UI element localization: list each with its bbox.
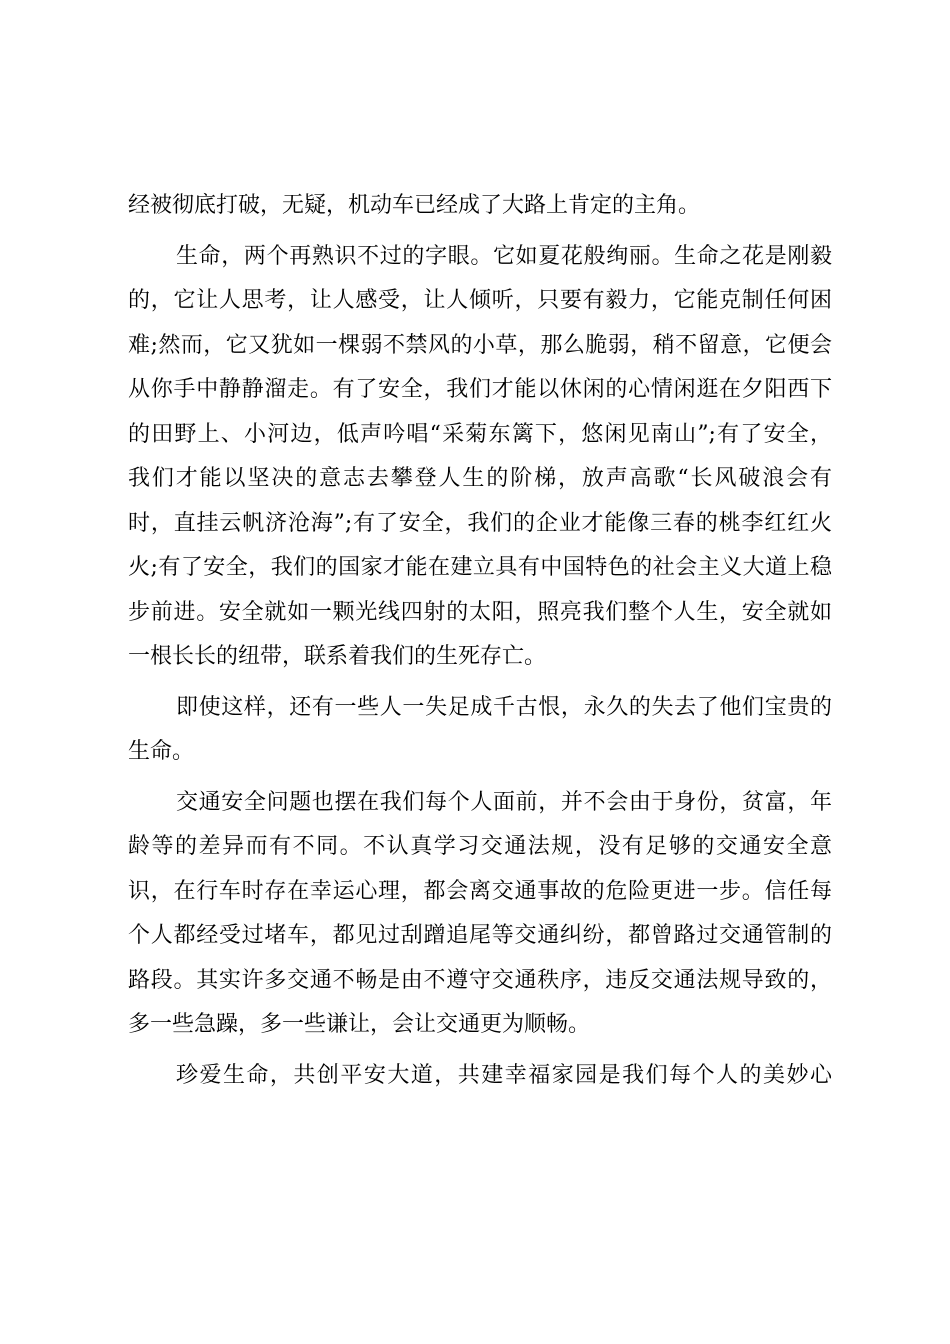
text-line: 的，它让人思考，让人感受，让人倾听，只要有毅力，它能克制任何困 — [128, 288, 832, 313]
text-line: 的田野上、小河边，低声吟唱“采菊东篱下，悠闲见南山”;有了安全， — [128, 421, 832, 447]
paragraph — [128, 1054, 832, 1099]
paragraph — [128, 781, 832, 1048]
text-line: 个人都经受过堵车，都见过刮蹭追尾等交通纠纷，都曾路过交通管制的 — [128, 923, 832, 948]
paragraph — [128, 184, 832, 229]
text-line: 从你手中静静溜走。有了安全，我们才能以休闲的心情闲逛在夕阳西下 — [128, 377, 832, 402]
text-line: 生命。 — [128, 739, 195, 764]
text-line: 交通安全问题也摆在我们每个人面前，并不会由于身份，贫富，年 — [176, 789, 832, 815]
text-line: 识，在行车时存在幸运心理，都会离交通事故的危险更进一步。信任每 — [128, 878, 832, 904]
paragraph — [128, 686, 832, 775]
text-line: 步前进。安全就如一颗光线四射的太阳，照亮我们整个人生，安全就如 — [128, 599, 832, 625]
text-line: 难;然而，它又犹如一棵弱不禁风的小草，那么脆弱，稍不留意，它便会 — [128, 332, 832, 358]
text-line: 火;有了安全，我们的国家才能在建立具有中国特色的社会主义大道上稳 — [128, 555, 832, 580]
paragraph — [128, 235, 832, 680]
text-line: 生命，两个再熟识不过的字眼。它如夏花般绚丽。生命之花是刚毅 — [176, 243, 832, 269]
text-line: 一根长长的纽带，联系着我们的生死存亡。 — [128, 644, 547, 669]
text-line: 我们才能以坚决的意志去攀登人生的阶梯，放声高歌“长风破浪会有 — [128, 466, 832, 491]
text-line: 经被彻底打破，无疑，机动车已经成了大路上肯定的主角。 — [128, 193, 701, 218]
document-body — [128, 184, 832, 1098]
text-line: 珍爱生命，共创平安大道，共建幸福家园是我们每个人的美妙心 — [176, 1062, 832, 1088]
text-line: 多一些急躁，多一些谦让，会让交通更为顺畅。 — [128, 1012, 591, 1037]
text-line: 路段。其实许多交通不畅是由不遵守交通秩序，违反交通法规导致的， — [128, 967, 832, 993]
text-line: 时，直挂云帆济沧海”;有了安全，我们的企业才能像三春的桃李红红火 — [128, 510, 832, 536]
text-line: 即使这样，还有一些人一失足成千古恨，永久的失去了他们宝贵的 — [176, 694, 832, 720]
text-line: 龄等的差异而有不同。不认真学习交通法规，没有足够的交通安全意 — [128, 834, 832, 859]
